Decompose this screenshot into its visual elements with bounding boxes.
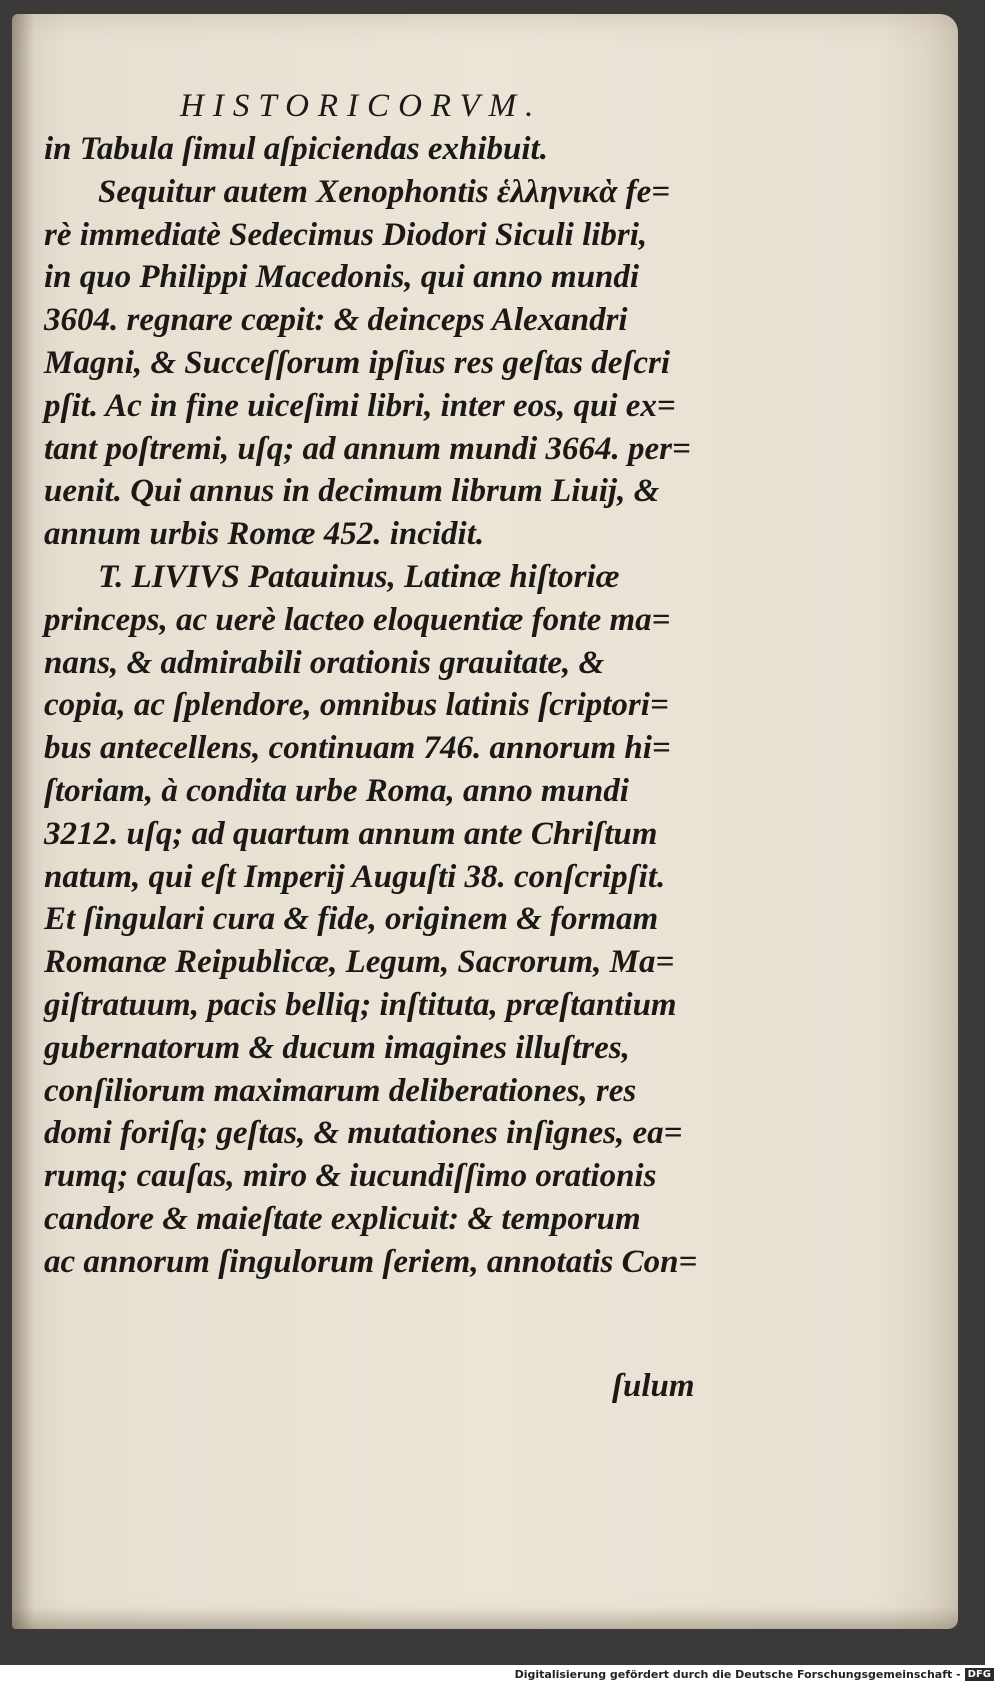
text-line: T. LIVIVS Patauinus, Latinæ hiſtoriæ	[98, 558, 620, 595]
text-line: bus antecellens, continuam 746. annorum hi=	[44, 730, 671, 767]
text-line: rumq; cauſas, miro & iucundiſſimo orationis	[44, 1158, 657, 1195]
text-line: in Tabula ſimul aſpiciendas exhibuit.	[44, 131, 548, 167]
spine-shadow	[12, 14, 34, 1629]
text-line: nans, & admirabili orationis grauitate, &	[44, 644, 605, 681]
text-line: Romanæ Reipublicæ, Legum, Sacrorum, Ma=	[44, 944, 675, 981]
text-line: Et ſingulari cura & fide, originem & formam	[44, 901, 659, 938]
body-text	[44, 128, 716, 1284]
text-line: copia, ac ſplendore, omnibus latinis ſcriptori=	[44, 687, 669, 724]
text-line: candore & maieſtate explicuit: & temporum	[44, 1200, 641, 1237]
digitization-footer	[515, 1668, 994, 1681]
text-line: ac annorum ſingulorum ſeriem, annotatis Con=	[44, 1243, 698, 1280]
text-line: rè immediatè Sedecimus Diodori Siculi libri,	[44, 216, 648, 253]
text-line: Magni, & Succeſſorum ipſius res geſtas deſcri	[44, 344, 671, 381]
page-bottom-edge	[12, 1607, 958, 1629]
text-line: princeps, ac uerè lacteo eloquentiæ fonte ma=	[44, 601, 671, 638]
text-line: gubernatorum & ducum imagines illuſtres,	[44, 1029, 630, 1066]
text-line: natum, qui eſt Imperij Auguſti 38. conſcripſit.	[44, 858, 666, 895]
text-line: pſit. Ac in fine uiceſimi libri, inter eos, qui ex=	[44, 387, 676, 424]
catchword: ſulum	[612, 1368, 695, 1404]
text-line: 3604. regnare cœpit: & deinceps Alexandri	[44, 302, 628, 339]
footer-text: Digitalisierung gefördert durch die Deutsche Forschungsgemeinschaft -	[514, 1668, 961, 1681]
text-line: conſiliorum maximarum deliberationes, res	[44, 1072, 637, 1109]
text-line: annum urbis Romæ 452. incidit.	[44, 516, 485, 553]
text-line: ſtoriam, à condita urbe Roma, anno mundi	[44, 772, 629, 809]
dfg-logo: DFG	[965, 1668, 994, 1681]
text-line: in quo Philippi Macedonis, qui anno mundi	[44, 259, 640, 296]
text-line: giſtratuum, pacis belliq; inſtituta, præſtantium	[44, 986, 677, 1023]
text-line: Sequitur autem Xenophontis ἑλληνικὰ fe=	[98, 173, 671, 210]
text-line: domi foriſq; geſtas, & mutationes inſignes, ea=	[44, 1115, 683, 1152]
text-line: uenit. Qui annus in decimum librum Liuij, &	[44, 473, 660, 510]
text-line: tant poſtremi, uſq; ad annum mundi 3664. per=	[44, 430, 691, 467]
running-head: HISTORICORVM.	[180, 88, 543, 124]
text-line: 3212. uſq; ad quartum annum ante Chriſtum	[44, 815, 658, 852]
